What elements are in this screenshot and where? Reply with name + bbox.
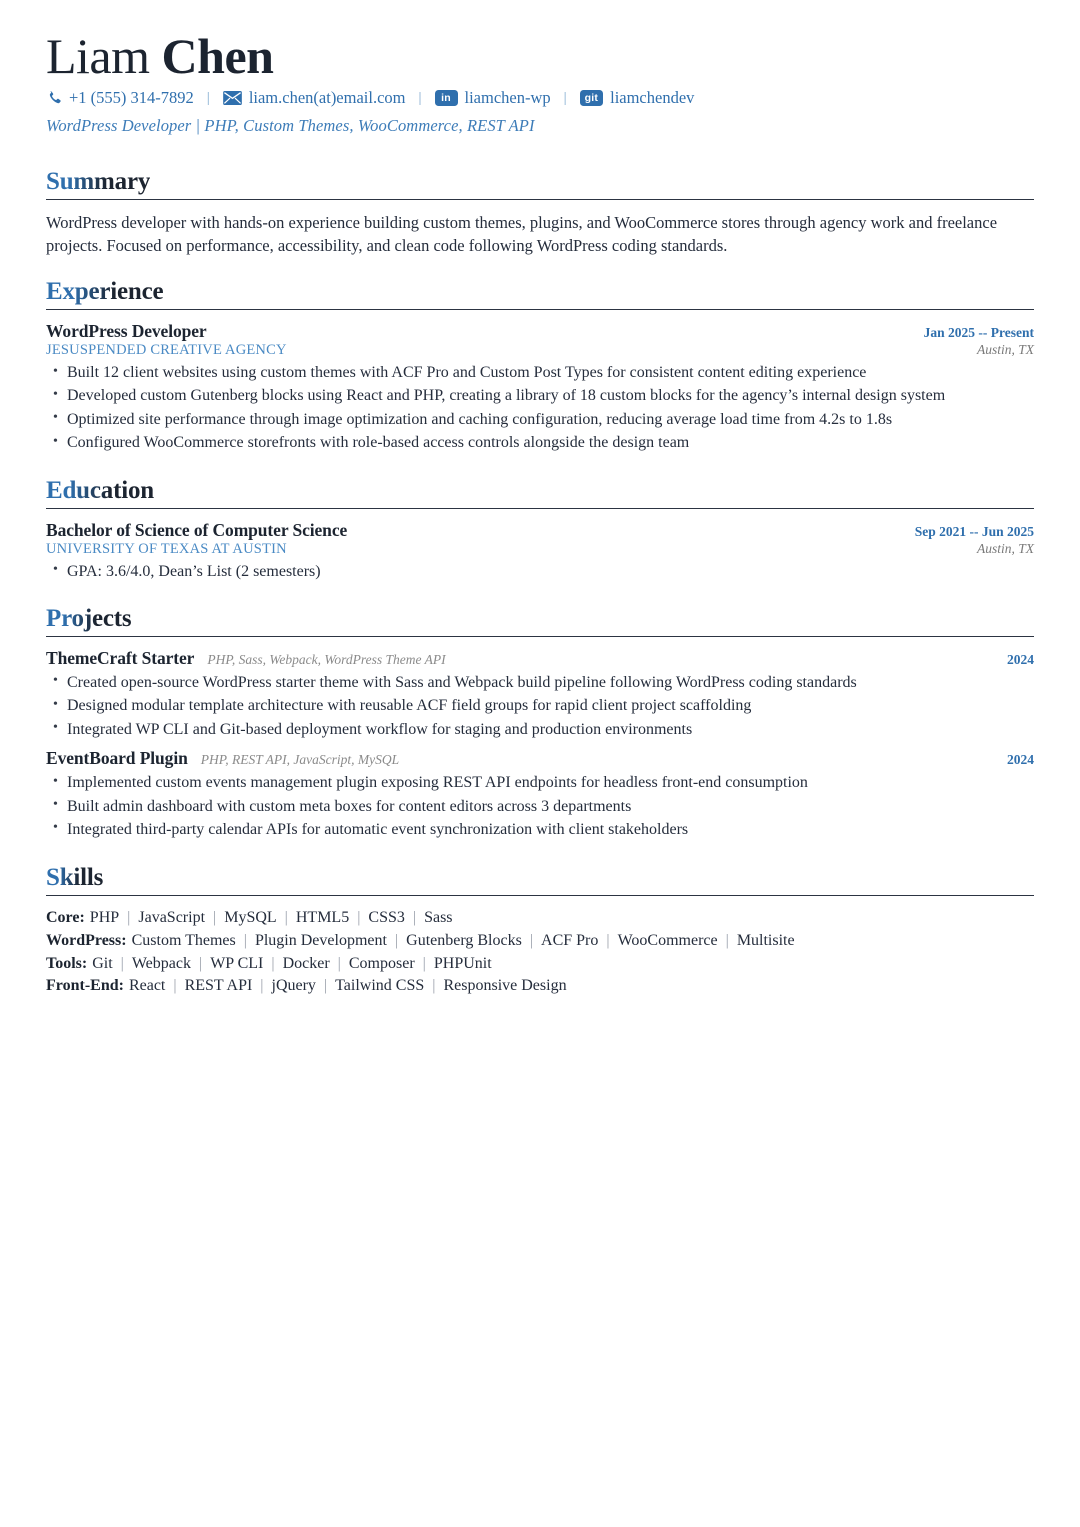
contact-separator: | — [418, 89, 422, 106]
entry-date: Sep 2021 -- Jun 2025 — [914, 523, 1034, 539]
skill-item: Multisite — [736, 932, 795, 950]
project-name: EventBoard Plugin — [46, 748, 188, 769]
project-head — [46, 648, 1034, 669]
first-name: Liam — [46, 28, 150, 84]
skill-item: HTML5 — [295, 909, 350, 927]
education-list — [46, 520, 1034, 583]
bullet-item: • Integrated WP CLI and Git-based deployment workflow for staging and production environments — [46, 719, 1034, 741]
skill-item: WooCommerce — [617, 932, 718, 950]
entry — [46, 520, 1034, 583]
bullet-item: • Created open-source WordPress starter theme with Sass and Webpack build pipeline following WordPress coding standards — [46, 672, 1034, 694]
project-head — [46, 748, 1034, 769]
skill-item: PHP — [89, 909, 120, 927]
skill-row — [46, 975, 1034, 998]
skill-item: PHPUnit — [433, 954, 492, 972]
project-name: ThemeCraft Starter — [46, 647, 195, 668]
contact-linkedin[interactable] — [435, 90, 551, 107]
skill-item: Composer — [348, 954, 415, 972]
skill-item: REST API — [184, 977, 253, 995]
skill-separator: | — [606, 932, 610, 950]
skill-item: MySQL — [224, 909, 277, 927]
entry-title-row — [46, 321, 1034, 342]
section-education — [46, 461, 1034, 583]
entry-bullets — [46, 561, 1034, 583]
entry-location: Austin, TX — [976, 342, 1034, 357]
entry-organization: UNIVERSITY OF TEXAS AT AUSTIN — [46, 540, 287, 557]
section-experience — [46, 262, 1034, 455]
contact-email[interactable] — [223, 90, 406, 107]
entry-title: Bachelor of Science of Computer Science — [46, 519, 348, 540]
project-year: 2024 — [1007, 752, 1034, 768]
skill-item: JavaScript — [138, 909, 206, 927]
entry-org-row — [46, 541, 1034, 558]
skill-item: Git — [92, 954, 113, 972]
skill-item: Tailwind CSS — [335, 977, 425, 995]
skill-separator: | — [412, 909, 417, 927]
tagline: WordPress Developer | PHP, Custom Themes, WooCommerce, REST API — [46, 115, 535, 135]
git-icon: git — [580, 90, 603, 106]
bullet-item: • Built admin dashboard with custom meta boxes for content editors across 3 departments — [46, 796, 1034, 818]
skill-row — [46, 907, 1034, 930]
skill-item: Responsive Design — [443, 977, 567, 995]
entry-title-row — [46, 520, 1034, 541]
email-text: liam.chen(at)email.com — [248, 88, 406, 107]
section-heading-experience: Experience — [46, 278, 164, 305]
skill-separator: | — [260, 977, 264, 995]
bullet-item: • Implemented custom events management plugin exposing REST API endpoints for headless front-end consumption — [46, 772, 1034, 794]
contact-separator: | — [206, 89, 210, 106]
skill-row — [46, 930, 1034, 953]
skill-separator: | — [243, 932, 247, 950]
skill-separator: | — [432, 977, 436, 995]
skill-separator: | — [337, 954, 341, 972]
skills-list — [46, 907, 1034, 998]
contact-phone[interactable] — [46, 90, 194, 107]
entry-title: WordPress Developer — [46, 321, 207, 341]
skill-separator: | — [271, 954, 275, 972]
bullet-item: • Configured WooCommerce storefronts with role-based access controls alongside the design team — [46, 432, 1034, 454]
section-summary — [46, 152, 1034, 259]
project — [46, 748, 1034, 841]
skill-separator: | — [198, 954, 203, 972]
skill-separator: | — [120, 954, 124, 972]
skill-item: Custom Themes — [131, 932, 236, 950]
last-name: Chen — [161, 28, 274, 84]
skill-row — [46, 953, 1034, 976]
entry-org-row — [46, 342, 1034, 359]
linkedin-icon: in — [435, 90, 458, 106]
skill-item: Gutenberg Blocks — [406, 932, 522, 950]
bullet-item: • Designed modular template architecture with reusable ACF field groups for rapid client project scaffolding — [46, 695, 1034, 717]
skill-item: jQuery — [271, 977, 316, 995]
skill-category-label: Front-End: — [46, 977, 124, 995]
project — [46, 648, 1034, 741]
section-rule — [46, 895, 1034, 896]
phone-text: +1 (555) 314-7892 — [69, 88, 194, 107]
project-left — [46, 648, 446, 669]
linkedin-text: liamchen-wp — [464, 88, 551, 107]
skill-item: React — [128, 977, 166, 995]
page-title — [46, 28, 1034, 84]
skill-item: WP CLI — [210, 954, 264, 972]
experience-list — [46, 321, 1034, 455]
skill-separator: | — [422, 954, 426, 972]
skill-separator: | — [357, 909, 361, 927]
project-left — [46, 748, 399, 769]
project-stack: PHP, REST API, JavaScript, MySQL — [200, 752, 400, 768]
skill-category-label: WordPress: — [46, 932, 127, 950]
envelope-icon — [223, 91, 242, 105]
project-stack: PHP, Sass, Webpack, WordPress Theme API — [207, 651, 446, 667]
bullet-item: • Integrated third-party calendar APIs for automatic event synchronization with client stakeholders — [46, 819, 1034, 841]
skill-separator: | — [284, 909, 288, 927]
skill-category-label: Core: — [46, 909, 85, 927]
skill-separator: | — [213, 909, 217, 927]
skill-separator: | — [529, 932, 534, 950]
entry — [46, 321, 1034, 455]
section-rule — [46, 508, 1034, 509]
bullet-item: • Optimized site performance through image optimization and caching configuration, reducing average load time from 4.2s to 1.8s — [46, 409, 1034, 431]
section-heading-skills: Skills — [46, 864, 104, 892]
projects-list — [46, 648, 1034, 841]
skill-item: Docker — [282, 954, 330, 972]
section-heading-education: Education — [46, 476, 154, 504]
skill-item: Plugin Development — [254, 932, 387, 950]
skill-separator: | — [173, 977, 177, 995]
section-heading-projects: Projects — [46, 604, 132, 632]
contact-separator: | — [563, 89, 567, 106]
section-heading-summary: Summary — [46, 167, 151, 195]
entry-location: Austin, TX — [976, 540, 1034, 556]
section-rule — [46, 199, 1034, 200]
contact-github[interactable] — [580, 90, 695, 107]
skill-category-label: Tools: — [46, 954, 88, 972]
project-bullets — [46, 772, 1034, 841]
contact-line — [46, 90, 1034, 107]
project-bullets — [46, 672, 1034, 741]
phone-icon — [46, 90, 62, 106]
github-text: liamchendev — [610, 88, 695, 107]
project-year: 2024 — [1007, 651, 1034, 667]
section-rule — [46, 636, 1034, 637]
summary-text: WordPress developer with hands-on experience building custom themes, plugins, and WooCommerce stores through agency work and freelance projects. Focused on performance, accessibility, and clean code following WordPress coding standards. — [46, 212, 998, 256]
entry-organization: JESUSPENDED CREATIVE AGENCY — [46, 342, 287, 358]
resume-header — [46, 28, 1034, 136]
bullet-item: • Built 12 client websites using custom themes with ACF Pro and Custom Post Types for consistent content editing experience — [46, 362, 1034, 384]
skill-item: ACF Pro — [541, 932, 599, 950]
section-skills — [46, 848, 1034, 998]
skill-item: CSS3 — [368, 909, 405, 927]
skill-separator: | — [725, 932, 729, 950]
skill-separator: | — [323, 977, 328, 995]
skill-separator: | — [394, 932, 399, 950]
skill-item: Sass — [424, 909, 453, 927]
bullet-item: • Developed custom Gutenberg blocks using React and PHP, creating a library of 18 custom blocks for the agency’s internal design system — [46, 385, 1034, 407]
skill-item: Webpack — [131, 954, 191, 972]
entry-date: Jan 2025 -- Present — [923, 325, 1034, 340]
section-rule — [46, 309, 1034, 310]
section-projects — [46, 589, 1034, 841]
skill-separator: | — [127, 909, 131, 927]
entry-bullets — [46, 362, 1034, 455]
bullet-item: • GPA: 3.6/4.0, Dean’s List (2 semesters) — [46, 561, 1034, 583]
